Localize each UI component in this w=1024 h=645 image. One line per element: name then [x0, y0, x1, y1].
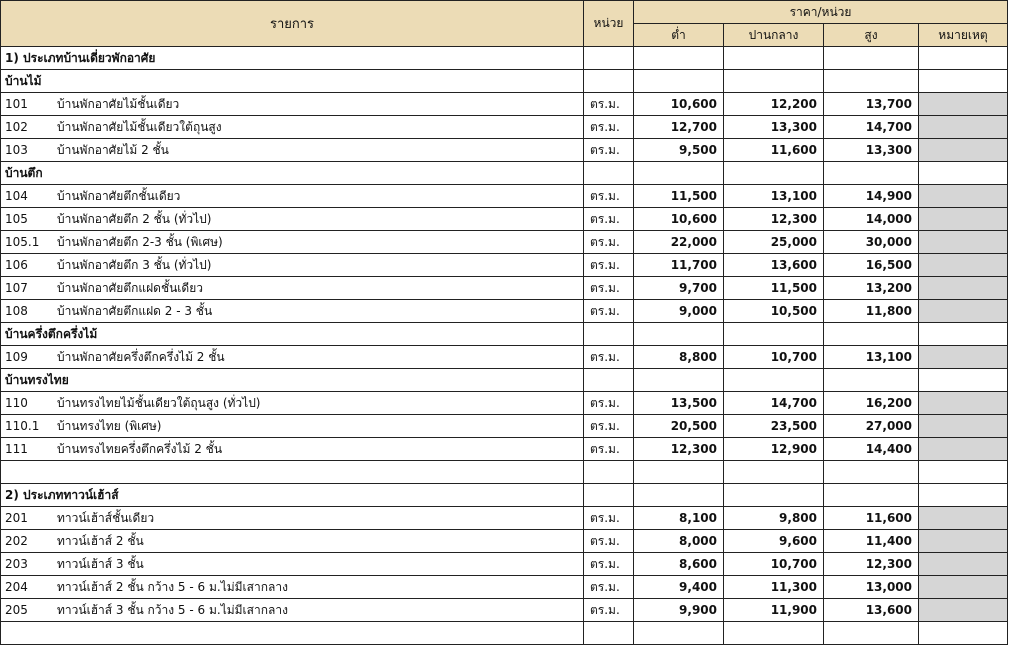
item-code: 105 — [5, 211, 28, 226]
item-code: 102 — [5, 119, 28, 134]
item-cell — [1, 346, 584, 369]
unit-cell — [584, 461, 634, 484]
subgroup-title: บ้านไม้ — [1, 70, 584, 93]
item-name: บ้านพักอาศัยไม้ชั้นเดียวใต้ถุนสูง — [57, 119, 222, 134]
high-price: 11,400 — [824, 530, 919, 553]
mid-price: 13,600 — [724, 254, 824, 277]
unit-cell: ตร.ม. — [584, 415, 634, 438]
table-row — [1, 116, 1008, 139]
table-row — [1, 231, 1008, 254]
high-price: 13,000 — [824, 576, 919, 599]
low-price: 12,700 — [634, 116, 724, 139]
item-name: บ้านพักอาศัยตึกแฝดชั้นเดียว — [57, 280, 203, 295]
low-price: 10,600 — [634, 208, 724, 231]
remark-cell — [919, 162, 1008, 185]
item-code: 104 — [5, 188, 28, 203]
item-cell — [1, 392, 584, 415]
item-cell — [1, 438, 584, 461]
low-cell — [634, 461, 724, 484]
subgroup-row — [1, 162, 1008, 185]
subgroup-title: บ้านตึก — [1, 162, 584, 185]
remark-cell — [919, 484, 1008, 507]
item-code: 101 — [5, 96, 28, 111]
item-code: 110.1 — [5, 418, 40, 433]
item-name: ทาวน์เฮ้าส์ชั้นเดียว — [57, 510, 155, 525]
low-price: 9,700 — [634, 277, 724, 300]
remark-cell — [919, 208, 1008, 231]
table-row — [1, 254, 1008, 277]
remark-cell — [919, 70, 1008, 93]
table-row — [1, 300, 1008, 323]
unit-cell: ตร.ม. — [584, 507, 634, 530]
table-row — [1, 599, 1008, 622]
high-price: 14,700 — [824, 116, 919, 139]
item-cell — [1, 300, 584, 323]
section-row — [1, 47, 1008, 70]
low-cell — [634, 323, 724, 346]
subgroup-title: บ้านทรงไทย — [1, 369, 584, 392]
item-code: 202 — [5, 533, 28, 548]
item-name: บ้านพักอาศัยตึกแฝด 2 - 3 ชั้น — [57, 303, 213, 318]
high-price: 14,000 — [824, 208, 919, 231]
low-price: 22,000 — [634, 231, 724, 254]
item-name: บ้านพักอาศัยครึ่งตึกครึ่งไม้ 2 ชั้น — [57, 349, 225, 364]
remark-cell — [919, 392, 1008, 415]
item-name: ทาวน์เฮ้าส์ 3 ชั้น กว้าง 5 - 6 ม.ไม่มีเสากลาง — [57, 602, 288, 617]
item-code: 203 — [5, 556, 28, 571]
item-code: 109 — [5, 349, 28, 364]
remark-cell — [919, 93, 1008, 116]
high-cell — [824, 162, 919, 185]
unit-cell: ตร.ม. — [584, 599, 634, 622]
unit-cell: ตร.ม. — [584, 208, 634, 231]
item-cell — [1, 139, 584, 162]
remark-cell — [919, 415, 1008, 438]
table-row — [1, 185, 1008, 208]
low-price: 20,500 — [634, 415, 724, 438]
unit-cell: ตร.ม. — [584, 277, 634, 300]
low-price: 8,000 — [634, 530, 724, 553]
item-cell — [1, 415, 584, 438]
mid-price: 14,700 — [724, 392, 824, 415]
low-price: 9,500 — [634, 139, 724, 162]
unit-cell — [584, 484, 634, 507]
unit-cell: ตร.ม. — [584, 185, 634, 208]
unit-cell: ตร.ม. — [584, 392, 634, 415]
mid-price: 10,500 — [724, 300, 824, 323]
table-row — [1, 530, 1008, 553]
low-price: 8,600 — [634, 553, 724, 576]
remark-cell — [919, 277, 1008, 300]
table-row — [1, 438, 1008, 461]
table-row — [1, 277, 1008, 300]
mid-cell — [724, 461, 824, 484]
unit-cell: ตร.ม. — [584, 254, 634, 277]
remark-cell — [919, 553, 1008, 576]
item-name: ทาวน์เฮ้าส์ 2 ชั้น กว้าง 5 - 6 ม.ไม่มีเสากลาง — [57, 579, 288, 594]
low-cell — [634, 484, 724, 507]
remark-cell — [919, 231, 1008, 254]
unit-cell — [584, 369, 634, 392]
item-code: 111 — [5, 441, 28, 456]
unit-cell — [584, 323, 634, 346]
unit-cell: ตร.ม. — [584, 116, 634, 139]
mid-price: 12,300 — [724, 208, 824, 231]
remark-cell — [919, 185, 1008, 208]
remark-cell — [919, 254, 1008, 277]
high-price: 14,900 — [824, 185, 919, 208]
header-row-1 — [1, 1, 1008, 24]
header-remark: หมายเหตุ — [919, 24, 1008, 47]
subgroup-row — [1, 369, 1008, 392]
remark-cell — [919, 323, 1008, 346]
blank-row — [1, 622, 1008, 645]
low-price: 11,500 — [634, 185, 724, 208]
item-code: 103 — [5, 142, 28, 157]
item-code: 201 — [5, 510, 28, 525]
mid-cell — [724, 369, 824, 392]
header-mid: ปานกลาง — [724, 24, 824, 47]
high-cell — [824, 369, 919, 392]
unit-cell — [584, 70, 634, 93]
mid-cell — [724, 484, 824, 507]
high-cell — [824, 622, 919, 645]
mid-price: 13,100 — [724, 185, 824, 208]
high-price: 11,600 — [824, 507, 919, 530]
header-price-per-unit: ราคา/หน่วย — [634, 1, 1008, 24]
item-cell — [1, 231, 584, 254]
high-cell — [824, 484, 919, 507]
item-code: 107 — [5, 280, 28, 295]
table-row — [1, 208, 1008, 231]
item-code: 105.1 — [5, 234, 40, 249]
unit-cell: ตร.ม. — [584, 530, 634, 553]
mid-price: 10,700 — [724, 346, 824, 369]
high-price: 27,000 — [824, 415, 919, 438]
remark-cell — [919, 599, 1008, 622]
high-price: 13,700 — [824, 93, 919, 116]
low-price: 13,500 — [634, 392, 724, 415]
header-unit: หน่วย — [584, 1, 634, 47]
mid-price: 11,900 — [724, 599, 824, 622]
low-cell — [634, 622, 724, 645]
table-row — [1, 346, 1008, 369]
high-cell — [824, 461, 919, 484]
low-price: 10,600 — [634, 93, 724, 116]
low-cell — [634, 369, 724, 392]
high-price: 13,200 — [824, 277, 919, 300]
mid-cell — [724, 323, 824, 346]
unit-cell: ตร.ม. — [584, 346, 634, 369]
table-row — [1, 415, 1008, 438]
item-name: ทาวน์เฮ้าส์ 3 ชั้น — [57, 556, 144, 571]
mid-price: 10,700 — [724, 553, 824, 576]
low-price: 9,400 — [634, 576, 724, 599]
mid-price: 11,300 — [724, 576, 824, 599]
remark-cell — [919, 346, 1008, 369]
item-cell — [1, 461, 584, 484]
unit-cell: ตร.ม. — [584, 93, 634, 116]
item-cell — [1, 576, 584, 599]
mid-cell — [724, 70, 824, 93]
high-price: 30,000 — [824, 231, 919, 254]
low-price: 9,000 — [634, 300, 724, 323]
item-name: บ้านพักอาศัยตึก 2-3 ชั้น (พิเศษ) — [57, 234, 223, 249]
table-row — [1, 139, 1008, 162]
item-code: 108 — [5, 303, 28, 318]
table-row — [1, 576, 1008, 599]
item-cell — [1, 116, 584, 139]
table-row — [1, 93, 1008, 116]
item-cell — [1, 599, 584, 622]
low-price: 8,800 — [634, 346, 724, 369]
item-name: บ้านพักอาศัยตึกชั้นเดียว — [57, 188, 181, 203]
mid-price: 9,800 — [724, 507, 824, 530]
high-cell — [824, 70, 919, 93]
item-cell — [1, 93, 584, 116]
remark-cell — [919, 530, 1008, 553]
table-row — [1, 392, 1008, 415]
item-cell — [1, 507, 584, 530]
low-cell — [634, 162, 724, 185]
item-name: บ้านพักอาศัยตึก 2 ชั้น (ทั่วไป) — [57, 211, 212, 226]
high-cell — [824, 47, 919, 70]
item-cell — [1, 208, 584, 231]
mid-price: 23,500 — [724, 415, 824, 438]
table-body — [1, 47, 1008, 645]
unit-cell: ตร.ม. — [584, 139, 634, 162]
remark-cell — [919, 507, 1008, 530]
remark-cell — [919, 369, 1008, 392]
low-price: 12,300 — [634, 438, 724, 461]
blank-row — [1, 461, 1008, 484]
mid-cell — [724, 162, 824, 185]
high-price: 13,100 — [824, 346, 919, 369]
high-price: 13,300 — [824, 139, 919, 162]
item-name: บ้านทรงไทยไม้ชั้นเดียวใต้ถุนสูง (ทั่วไป) — [57, 395, 261, 410]
mid-price: 9,600 — [724, 530, 824, 553]
item-cell — [1, 622, 584, 645]
low-price: 9,900 — [634, 599, 724, 622]
high-price: 16,500 — [824, 254, 919, 277]
item-cell — [1, 553, 584, 576]
low-price: 11,700 — [634, 254, 724, 277]
section-row — [1, 484, 1008, 507]
remark-cell — [919, 300, 1008, 323]
item-name: บ้านพักอาศัยไม้ 2 ชั้น — [57, 142, 169, 157]
mid-price: 11,600 — [724, 139, 824, 162]
mid-price: 25,000 — [724, 231, 824, 254]
item-cell — [1, 185, 584, 208]
unit-cell: ตร.ม. — [584, 553, 634, 576]
section-title: 2) ประเภททาวน์เฮ้าส์ — [1, 484, 584, 507]
high-price: 12,300 — [824, 553, 919, 576]
table-row — [1, 553, 1008, 576]
mid-cell — [724, 47, 824, 70]
low-price: 8,100 — [634, 507, 724, 530]
unit-cell: ตร.ม. — [584, 300, 634, 323]
unit-cell: ตร.ม. — [584, 231, 634, 254]
item-code: 205 — [5, 602, 28, 617]
subgroup-row — [1, 323, 1008, 346]
item-cell — [1, 277, 584, 300]
mid-price: 11,500 — [724, 277, 824, 300]
item-name: บ้านทรงไทย (พิเศษ) — [57, 418, 162, 433]
remark-cell — [919, 116, 1008, 139]
mid-price: 13,300 — [724, 116, 824, 139]
unit-cell: ตร.ม. — [584, 576, 634, 599]
item-cell — [1, 530, 584, 553]
unit-cell: ตร.ม. — [584, 438, 634, 461]
remark-cell — [919, 622, 1008, 645]
high-price: 16,200 — [824, 392, 919, 415]
table-row — [1, 507, 1008, 530]
remark-cell — [919, 47, 1008, 70]
mid-price: 12,900 — [724, 438, 824, 461]
high-cell — [824, 323, 919, 346]
low-cell — [634, 47, 724, 70]
subgroup-title: บ้านครึ่งตึกครึ่งไม้ — [1, 323, 584, 346]
remark-cell — [919, 461, 1008, 484]
subgroup-row — [1, 70, 1008, 93]
mid-cell — [724, 622, 824, 645]
item-cell — [1, 254, 584, 277]
header-high: สูง — [824, 24, 919, 47]
unit-cell — [584, 47, 634, 70]
item-name: ทาวน์เฮ้าส์ 2 ชั้น — [57, 533, 144, 548]
remark-cell — [919, 576, 1008, 599]
section-title: 1) ประเภทบ้านเดี่ยวพักอาศัย — [1, 47, 584, 70]
unit-cell — [584, 162, 634, 185]
item-code: 110 — [5, 395, 28, 410]
mid-price: 12,200 — [724, 93, 824, 116]
high-price: 11,800 — [824, 300, 919, 323]
header-low: ต่ำ — [634, 24, 724, 47]
remark-cell — [919, 139, 1008, 162]
low-cell — [634, 70, 724, 93]
high-price: 13,600 — [824, 599, 919, 622]
item-name: บ้านพักอาศัยไม้ชั้นเดียว — [57, 96, 180, 111]
unit-cell — [584, 622, 634, 645]
high-price: 14,400 — [824, 438, 919, 461]
item-code: 106 — [5, 257, 28, 272]
item-name: บ้านทรงไทยครึ่งตึกครึ่งไม้ 2 ชั้น — [57, 441, 223, 456]
header-item: รายการ — [1, 1, 584, 47]
item-code: 204 — [5, 579, 28, 594]
item-name: บ้านพักอาศัยตึก 3 ชั้น (ทั่วไป) — [57, 257, 212, 272]
remark-cell — [919, 438, 1008, 461]
